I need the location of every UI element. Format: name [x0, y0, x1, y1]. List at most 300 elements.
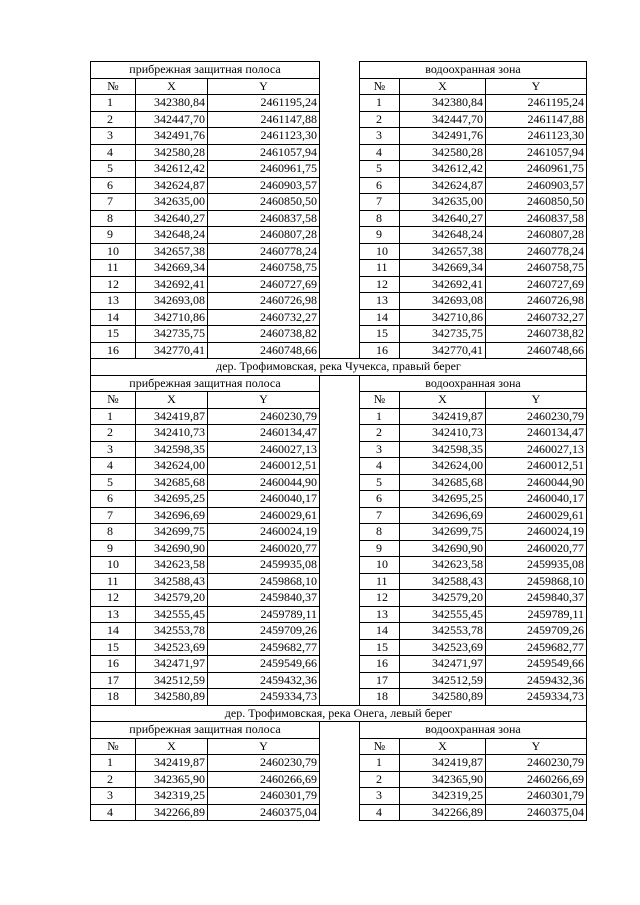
column-gap	[320, 227, 360, 244]
x-coordinate: 342419,87	[136, 408, 208, 425]
y-coordinate: 2460024,19	[486, 524, 587, 541]
point-number: 4	[360, 804, 400, 821]
point-number: 11	[360, 573, 400, 590]
point-number: 15	[360, 639, 400, 656]
column-gap	[320, 276, 360, 293]
column-header-number: №	[360, 78, 400, 95]
x-coordinate: 342624,00	[400, 458, 486, 475]
column-gap	[320, 243, 360, 260]
x-coordinate: 342735,75	[400, 326, 486, 343]
point-number: 12	[360, 276, 400, 293]
column-gap	[320, 260, 360, 277]
y-coordinate: 2460044,90	[486, 474, 587, 491]
x-coordinate: 342693,08	[400, 293, 486, 310]
column-gap	[320, 689, 360, 706]
column-gap	[320, 144, 360, 161]
x-coordinate: 342612,42	[400, 161, 486, 178]
y-coordinate: 2460266,69	[208, 771, 320, 788]
x-coordinate: 342580,89	[400, 689, 486, 706]
point-number: 9	[360, 540, 400, 557]
y-coordinate: 2461123,30	[486, 128, 587, 145]
x-coordinate: 342512,59	[136, 672, 208, 689]
column-header-y: Y	[486, 738, 587, 755]
y-coordinate: 2461147,88	[208, 111, 320, 128]
x-coordinate: 342410,73	[136, 425, 208, 442]
x-coordinate: 342735,75	[136, 326, 208, 343]
table-row	[91, 491, 587, 508]
column-gap	[320, 771, 360, 788]
x-coordinate: 342553,78	[400, 623, 486, 640]
y-coordinate: 2459709,26	[486, 623, 587, 640]
column-gap	[320, 95, 360, 112]
x-coordinate: 342612,42	[136, 161, 208, 178]
y-coordinate: 2459549,66	[208, 656, 320, 673]
point-number: 1	[91, 408, 136, 425]
x-coordinate: 342770,41	[136, 342, 208, 359]
table-row	[91, 590, 587, 607]
x-coordinate: 342471,97	[400, 656, 486, 673]
y-coordinate: 2460758,75	[486, 260, 587, 277]
point-number: 1	[360, 95, 400, 112]
point-number: 12	[360, 590, 400, 607]
table-row	[91, 293, 587, 310]
point-number: 18	[91, 689, 136, 706]
point-number: 3	[91, 128, 136, 145]
y-coordinate: 2460758,75	[208, 260, 320, 277]
x-coordinate: 342419,87	[136, 755, 208, 772]
point-number: 1	[91, 95, 136, 112]
point-number: 14	[91, 623, 136, 640]
column-gap	[320, 590, 360, 607]
column-gap	[320, 623, 360, 640]
column-gap	[320, 557, 360, 574]
column-header-row	[91, 78, 587, 95]
x-coordinate: 342770,41	[400, 342, 486, 359]
x-coordinate: 342624,87	[136, 177, 208, 194]
y-coordinate: 2460020,77	[486, 540, 587, 557]
coordinates-table	[90, 61, 587, 821]
table-row	[91, 210, 587, 227]
x-coordinate: 342588,43	[400, 573, 486, 590]
x-coordinate: 342692,41	[400, 276, 486, 293]
x-coordinate: 342657,38	[136, 243, 208, 260]
x-coordinate: 342699,75	[136, 524, 208, 541]
y-coordinate: 2461057,94	[486, 144, 587, 161]
point-number: 4	[91, 804, 136, 821]
group-header-row	[91, 62, 587, 79]
x-coordinate: 342685,68	[400, 474, 486, 491]
y-coordinate: 2459549,66	[486, 656, 587, 673]
column-gap	[320, 606, 360, 623]
x-coordinate: 342419,87	[400, 408, 486, 425]
x-coordinate: 342695,25	[400, 491, 486, 508]
column-gap	[320, 788, 360, 805]
point-number: 10	[360, 243, 400, 260]
x-coordinate: 342365,90	[136, 771, 208, 788]
y-coordinate: 2461195,24	[486, 95, 587, 112]
point-number: 8	[360, 210, 400, 227]
y-coordinate: 2460961,75	[208, 161, 320, 178]
section-title-row	[91, 359, 587, 376]
y-coordinate: 2460040,17	[208, 491, 320, 508]
y-coordinate: 2460012,51	[486, 458, 587, 475]
y-coordinate: 2461147,88	[486, 111, 587, 128]
column-gap	[320, 738, 360, 755]
column-header-number: №	[91, 78, 136, 95]
point-number: 2	[91, 111, 136, 128]
column-header-row	[91, 738, 587, 755]
coastal-strip-header: прибрежная защитная полоса	[91, 62, 320, 79]
point-number: 17	[91, 672, 136, 689]
column-header-x: X	[400, 392, 486, 409]
point-number: 3	[360, 788, 400, 805]
point-number: 9	[91, 227, 136, 244]
column-gap	[320, 722, 360, 739]
column-gap	[320, 194, 360, 211]
table-row	[91, 227, 587, 244]
y-coordinate: 2460230,79	[208, 755, 320, 772]
column-gap	[320, 392, 360, 409]
y-coordinate: 2460027,13	[486, 441, 587, 458]
point-number: 3	[360, 128, 400, 145]
y-coordinate: 2460778,24	[486, 243, 587, 260]
x-coordinate: 342648,24	[400, 227, 486, 244]
y-coordinate: 2459432,36	[208, 672, 320, 689]
column-gap	[320, 540, 360, 557]
x-coordinate: 342491,76	[136, 128, 208, 145]
y-coordinate: 2459789,11	[486, 606, 587, 623]
x-coordinate: 342410,73	[400, 425, 486, 442]
x-coordinate: 342690,90	[136, 540, 208, 557]
point-number: 1	[91, 755, 136, 772]
y-coordinate: 2460230,79	[486, 755, 587, 772]
y-coordinate: 2459840,37	[208, 590, 320, 607]
point-number: 3	[91, 788, 136, 805]
x-coordinate: 342635,00	[400, 194, 486, 211]
x-coordinate: 342648,24	[136, 227, 208, 244]
table-row	[91, 524, 587, 541]
y-coordinate: 2459840,37	[486, 590, 587, 607]
y-coordinate: 2460040,17	[486, 491, 587, 508]
table-row	[91, 161, 587, 178]
x-coordinate: 342471,97	[136, 656, 208, 673]
y-coordinate: 2460044,90	[208, 474, 320, 491]
table-row	[91, 243, 587, 260]
table-row	[91, 623, 587, 640]
y-coordinate: 2461057,94	[208, 144, 320, 161]
y-coordinate: 2460266,69	[486, 771, 587, 788]
y-coordinate: 2459868,10	[486, 573, 587, 590]
point-number: 11	[91, 260, 136, 277]
y-coordinate: 2459334,73	[486, 689, 587, 706]
y-coordinate: 2460727,69	[208, 276, 320, 293]
column-header-y: Y	[208, 738, 320, 755]
column-gap	[320, 425, 360, 442]
x-coordinate: 342635,00	[136, 194, 208, 211]
point-number: 6	[360, 491, 400, 508]
x-coordinate: 342365,90	[400, 771, 486, 788]
y-coordinate: 2460134,47	[486, 425, 587, 442]
water-protection-zone-header: водоохранная зона	[360, 722, 587, 739]
table-row	[91, 408, 587, 425]
column-header-x: X	[400, 78, 486, 95]
point-number: 10	[360, 557, 400, 574]
point-number: 16	[360, 342, 400, 359]
column-gap	[320, 326, 360, 343]
column-gap	[320, 78, 360, 95]
y-coordinate: 2460029,61	[486, 507, 587, 524]
coastal-strip-header: прибрежная защитная полоса	[91, 722, 320, 739]
y-coordinate: 2459935,08	[486, 557, 587, 574]
y-coordinate: 2460375,04	[486, 804, 587, 821]
y-coordinate: 2460850,50	[486, 194, 587, 211]
y-coordinate: 2460027,13	[208, 441, 320, 458]
y-coordinate: 2460732,27	[208, 309, 320, 326]
point-number: 10	[91, 557, 136, 574]
x-coordinate: 342579,20	[400, 590, 486, 607]
x-coordinate: 342710,86	[400, 309, 486, 326]
y-coordinate: 2460726,98	[486, 293, 587, 310]
point-number: 4	[91, 144, 136, 161]
table-row	[91, 606, 587, 623]
point-number: 9	[360, 227, 400, 244]
x-coordinate: 342640,27	[136, 210, 208, 227]
point-number: 1	[360, 755, 400, 772]
x-coordinate: 342580,89	[136, 689, 208, 706]
x-coordinate: 342266,89	[400, 804, 486, 821]
section-title: дер. Трофимовская, река Онега, левый берег	[91, 705, 587, 722]
y-coordinate: 2460726,98	[208, 293, 320, 310]
column-gap	[320, 656, 360, 673]
point-number: 18	[360, 689, 400, 706]
y-coordinate: 2459682,77	[486, 639, 587, 656]
x-coordinate: 342523,69	[136, 639, 208, 656]
point-number: 5	[360, 161, 400, 178]
y-coordinate: 2460748,66	[208, 342, 320, 359]
y-coordinate: 2460837,58	[208, 210, 320, 227]
column-gap	[320, 62, 360, 79]
point-number: 14	[360, 309, 400, 326]
x-coordinate: 342266,89	[136, 804, 208, 821]
column-header-x: X	[400, 738, 486, 755]
table-row	[91, 111, 587, 128]
x-coordinate: 342690,90	[400, 540, 486, 557]
x-coordinate: 342380,84	[400, 95, 486, 112]
y-coordinate: 2459789,11	[208, 606, 320, 623]
x-coordinate: 342624,00	[136, 458, 208, 475]
table-row	[91, 639, 587, 656]
table-row	[91, 557, 587, 574]
x-coordinate: 342685,68	[136, 474, 208, 491]
x-coordinate: 342696,69	[400, 507, 486, 524]
table-row	[91, 326, 587, 343]
column-gap	[320, 639, 360, 656]
table-row	[91, 128, 587, 145]
x-coordinate: 342624,87	[400, 177, 486, 194]
column-header-y: Y	[486, 78, 587, 95]
point-number: 8	[91, 210, 136, 227]
y-coordinate: 2459682,77	[208, 639, 320, 656]
point-number: 9	[91, 540, 136, 557]
point-number: 15	[91, 639, 136, 656]
y-coordinate: 2460837,58	[486, 210, 587, 227]
y-coordinate: 2460738,82	[486, 326, 587, 343]
table-row	[91, 458, 587, 475]
point-number: 13	[360, 606, 400, 623]
table-row	[91, 755, 587, 772]
table-row	[91, 474, 587, 491]
point-number: 3	[91, 441, 136, 458]
y-coordinate: 2460738,82	[208, 326, 320, 343]
x-coordinate: 342598,35	[136, 441, 208, 458]
column-gap	[320, 293, 360, 310]
column-header-x: X	[136, 78, 208, 95]
y-coordinate: 2459709,26	[208, 623, 320, 640]
point-number: 2	[91, 771, 136, 788]
y-coordinate: 2460024,19	[208, 524, 320, 541]
x-coordinate: 342696,69	[136, 507, 208, 524]
point-number: 12	[91, 276, 136, 293]
column-gap	[320, 458, 360, 475]
column-gap	[320, 177, 360, 194]
column-header-y: Y	[208, 78, 320, 95]
table-row	[91, 804, 587, 821]
table-row	[91, 788, 587, 805]
point-number: 7	[91, 194, 136, 211]
table-row	[91, 656, 587, 673]
column-gap	[320, 474, 360, 491]
x-coordinate: 342553,78	[136, 623, 208, 640]
point-number: 7	[360, 507, 400, 524]
y-coordinate: 2460134,47	[208, 425, 320, 442]
y-coordinate: 2460807,28	[208, 227, 320, 244]
column-gap	[320, 804, 360, 821]
x-coordinate: 342623,58	[400, 557, 486, 574]
column-gap	[320, 524, 360, 541]
table-row	[91, 771, 587, 788]
point-number: 15	[91, 326, 136, 343]
column-header-number: №	[360, 738, 400, 755]
y-coordinate: 2460903,57	[486, 177, 587, 194]
water-protection-zone-header: водоохранная зона	[360, 375, 587, 392]
y-coordinate: 2460029,61	[208, 507, 320, 524]
point-number: 16	[91, 342, 136, 359]
y-coordinate: 2459432,36	[486, 672, 587, 689]
column-header-number: №	[91, 392, 136, 409]
x-coordinate: 342588,43	[136, 573, 208, 590]
table-row	[91, 672, 587, 689]
point-number: 13	[360, 293, 400, 310]
point-number: 12	[91, 590, 136, 607]
y-coordinate: 2460375,04	[208, 804, 320, 821]
x-coordinate: 342491,76	[400, 128, 486, 145]
point-number: 5	[360, 474, 400, 491]
y-coordinate: 2460727,69	[486, 276, 587, 293]
column-gap	[320, 161, 360, 178]
y-coordinate: 2461195,24	[208, 95, 320, 112]
column-header-x: X	[136, 738, 208, 755]
x-coordinate: 342692,41	[136, 276, 208, 293]
column-gap	[320, 507, 360, 524]
point-number: 16	[360, 656, 400, 673]
y-coordinate: 2460301,79	[208, 788, 320, 805]
x-coordinate: 342419,87	[400, 755, 486, 772]
coastal-strip-header: прибрежная защитная полоса	[91, 375, 320, 392]
y-coordinate: 2460020,77	[208, 540, 320, 557]
x-coordinate: 342380,84	[136, 95, 208, 112]
x-coordinate: 342555,45	[136, 606, 208, 623]
x-coordinate: 342319,25	[400, 788, 486, 805]
point-number: 14	[91, 309, 136, 326]
y-coordinate: 2459935,08	[208, 557, 320, 574]
table-row	[91, 177, 587, 194]
point-number: 6	[91, 491, 136, 508]
point-number: 17	[360, 672, 400, 689]
x-coordinate: 342693,08	[136, 293, 208, 310]
table-row	[91, 573, 587, 590]
y-coordinate: 2460903,57	[208, 177, 320, 194]
point-number: 4	[360, 458, 400, 475]
point-number: 15	[360, 326, 400, 343]
point-number: 2	[360, 111, 400, 128]
column-gap	[320, 491, 360, 508]
table-row	[91, 507, 587, 524]
y-coordinate: 2460230,79	[208, 408, 320, 425]
x-coordinate: 342447,70	[400, 111, 486, 128]
y-coordinate: 2460850,50	[208, 194, 320, 211]
section-title-row	[91, 705, 587, 722]
column-gap	[320, 672, 360, 689]
x-coordinate: 342657,38	[400, 243, 486, 260]
group-header-row	[91, 722, 587, 739]
column-header-x: X	[136, 392, 208, 409]
column-gap	[320, 210, 360, 227]
point-number: 2	[360, 425, 400, 442]
group-header-row	[91, 375, 587, 392]
table-row	[91, 441, 587, 458]
point-number: 2	[91, 425, 136, 442]
y-coordinate: 2460807,28	[486, 227, 587, 244]
x-coordinate: 342580,28	[136, 144, 208, 161]
water-protection-zone-header: водоохранная зона	[360, 62, 587, 79]
point-number: 5	[91, 474, 136, 491]
table-row	[91, 194, 587, 211]
column-gap	[320, 342, 360, 359]
column-header-number: №	[360, 392, 400, 409]
x-coordinate: 342512,59	[400, 672, 486, 689]
point-number: 13	[91, 606, 136, 623]
x-coordinate: 342640,27	[400, 210, 486, 227]
point-number: 11	[360, 260, 400, 277]
x-coordinate: 342319,25	[136, 788, 208, 805]
y-coordinate: 2459868,10	[208, 573, 320, 590]
table-row	[91, 309, 587, 326]
column-gap	[320, 441, 360, 458]
y-coordinate: 2461123,30	[208, 128, 320, 145]
y-coordinate: 2460961,75	[486, 161, 587, 178]
point-number: 13	[91, 293, 136, 310]
point-number: 2	[360, 771, 400, 788]
column-gap	[320, 111, 360, 128]
point-number: 1	[360, 408, 400, 425]
column-header-number: №	[91, 738, 136, 755]
point-number: 7	[360, 194, 400, 211]
point-number: 8	[360, 524, 400, 541]
x-coordinate: 342579,20	[136, 590, 208, 607]
point-number: 11	[91, 573, 136, 590]
table-row	[91, 540, 587, 557]
column-gap	[320, 408, 360, 425]
